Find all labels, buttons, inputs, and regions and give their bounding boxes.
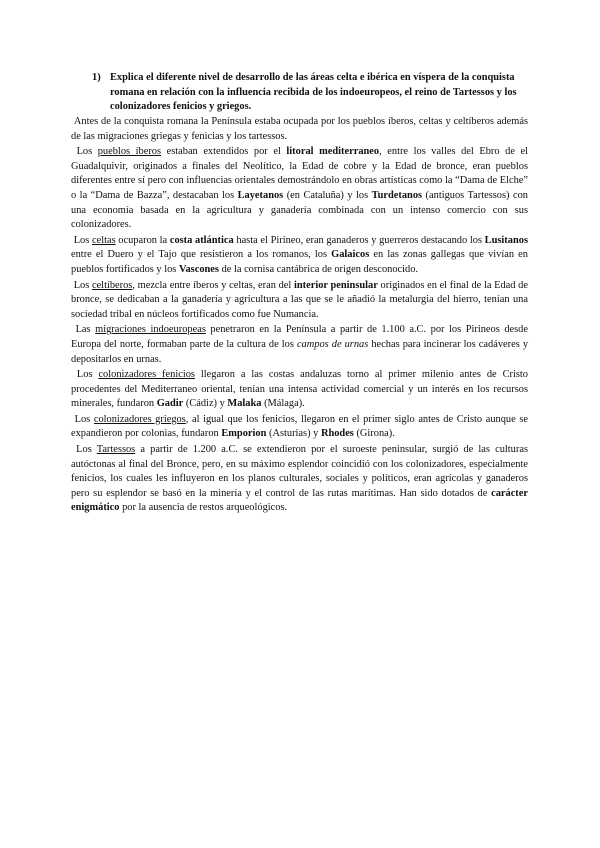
text-run: Las <box>75 324 96 336</box>
underlined-term: pueblos íberos <box>97 146 162 158</box>
bold-term: costa atlántica <box>169 234 234 246</box>
text-run: hechas para incinerar los cadáveres y depositarlos en urnas. <box>71 338 529 365</box>
text-run: por la ausencia de restos arqueológicos. <box>119 502 288 514</box>
underlined-term: migraciones indoeuropeas <box>95 324 206 336</box>
paragraph-celtas <box>71 234 528 278</box>
text-run: Antes de la conquista romana la Península estaba ocupada por los pueblos íberos, celtas y celtíberos además de las migraciones griegas y fenicias y los tartessos. <box>71 116 528 142</box>
bold-term: carácter enigmático <box>71 487 528 514</box>
paragraph-fenicios <box>71 368 528 412</box>
bold-term: Malaka <box>227 398 262 410</box>
text-run: Los <box>73 234 92 246</box>
paragraph-celtiberos <box>71 279 528 323</box>
bold-term: Galaicos <box>331 249 370 261</box>
question-number: 1) <box>92 72 101 83</box>
text-run: llegaron a las costas andaluzas torno al primer milenio antes de Cristo procedentes del Mediterraneo oriental, tenían una intensa actividad comercial y un interés en los recursos minerales, fundaron <box>71 369 528 410</box>
italic-term: campos de urnas <box>296 338 369 350</box>
text-run: Los <box>73 279 92 291</box>
text-run: originados en el final de la Edad de bronce, se dedicaban a la ganadería y agricultura a las que se le añadió la metalurgia del hierro, tenían una sociedad tribal en núcleos fortificados como fue Numancia. <box>71 279 528 320</box>
paragraph-griegos <box>71 413 528 442</box>
text-run: , entre los valles del Ebro de el Guadalquivir, originados a finales del Neolítico, la Edad de cobre y la Edad de bronce, eran pueblos diferentes entre sí pero con influencias orientales demostrándolo en obras artísticas como la “Dama de Elche” o la “Dama de Bazza”, destacaban los <box>71 146 529 201</box>
text-run: ocuparon la <box>115 234 170 246</box>
bold-term: interior peninsular <box>293 279 378 291</box>
text-run: (Asturias) y <box>266 428 321 440</box>
bold-term: Rhodes <box>320 428 354 440</box>
answer-body <box>71 115 528 517</box>
bold-term: Vascones <box>178 263 219 275</box>
text-run: hasta el Pirineo, eran ganaderos y guerreros destacando los <box>233 234 485 246</box>
text-run: (Cádiz) y <box>183 398 228 410</box>
underlined-term: colonizadores griegos <box>93 413 186 425</box>
text-run: , mezcla entre íberos y celtas, eran del <box>132 279 294 291</box>
paragraph-intro <box>71 115 528 144</box>
text-run: entre el Duero y el Tajo que resistieron a los romanos, los <box>71 249 332 261</box>
paragraph-iberos <box>71 145 528 233</box>
question-text: Explica el diferente nivel de desarrollo de las áreas celta e ibérica en víspera de la conquista romana en relación con la influencia recibida de los indoeuropeos, el reino de Tartessos y los colonizadores fenicios y griegos. <box>110 72 517 112</box>
text-run: (en Cataluña) y los <box>283 189 372 201</box>
text-run: , al igual que los fenicios, llegaron en el primer siglo antes de Cristo aunque se expandieron por colonias, fundaron <box>71 413 529 440</box>
bold-term: Emporion <box>221 428 267 440</box>
text-run: de la cornisa cantábrica de origen desconocido. <box>218 263 419 275</box>
bold-term: Turdetanos <box>371 189 423 201</box>
underlined-term: celtas <box>91 234 116 246</box>
text-run: en las zonas gallegas que vivían en pueblos fortificados y los <box>71 249 528 275</box>
paragraph-indoeuropeos <box>71 323 528 367</box>
underlined-term: celtíberos <box>91 279 133 291</box>
text-run: (antiguos Tartessos) con una economía basada en la agricultura y ganadería combinada con un intenso comercio con sus colonizadores. <box>71 189 528 231</box>
underlined-term: colonizadores fenicios <box>98 369 195 381</box>
bold-term: Gadir <box>156 398 184 410</box>
text-run: (Girona). <box>353 428 395 440</box>
question-heading <box>92 71 532 115</box>
text-run: a partir de 1.200 a.C. se extendieron por el suroeste peninsular, surgió de las culturas autóctonas al final del Bronce, pero, en su máximo esplendor coincidió con los colonizadores, especialmente fenicios, los cuales les influyeron en los planos culturales, sociales y políticos, eran agrícolas y ganaderos pero su esplendor se basó en la minería y el control de las rutas marítimas. Han sido dotados de <box>71 444 528 499</box>
bold-term: Layetanos <box>237 189 284 201</box>
underlined-term: Tartessos <box>96 444 136 456</box>
paragraph-tartessos <box>71 443 528 516</box>
text-run: estaban extendidos por el <box>161 146 287 158</box>
text-run: Los <box>74 413 94 425</box>
text-run: penetraron en la Península a partir de 1.100 a.C. por los Pirineos desde Europa del norte, formaban parte de la cultura de los <box>71 324 528 350</box>
bold-term: litoral mediterraneo <box>286 146 380 158</box>
text-run: (Málaga). <box>261 398 305 410</box>
text-run: Los <box>76 146 98 158</box>
text-run: Los <box>76 444 97 456</box>
bold-term: Lusitanos <box>484 234 528 246</box>
text-run: Los <box>76 369 99 381</box>
